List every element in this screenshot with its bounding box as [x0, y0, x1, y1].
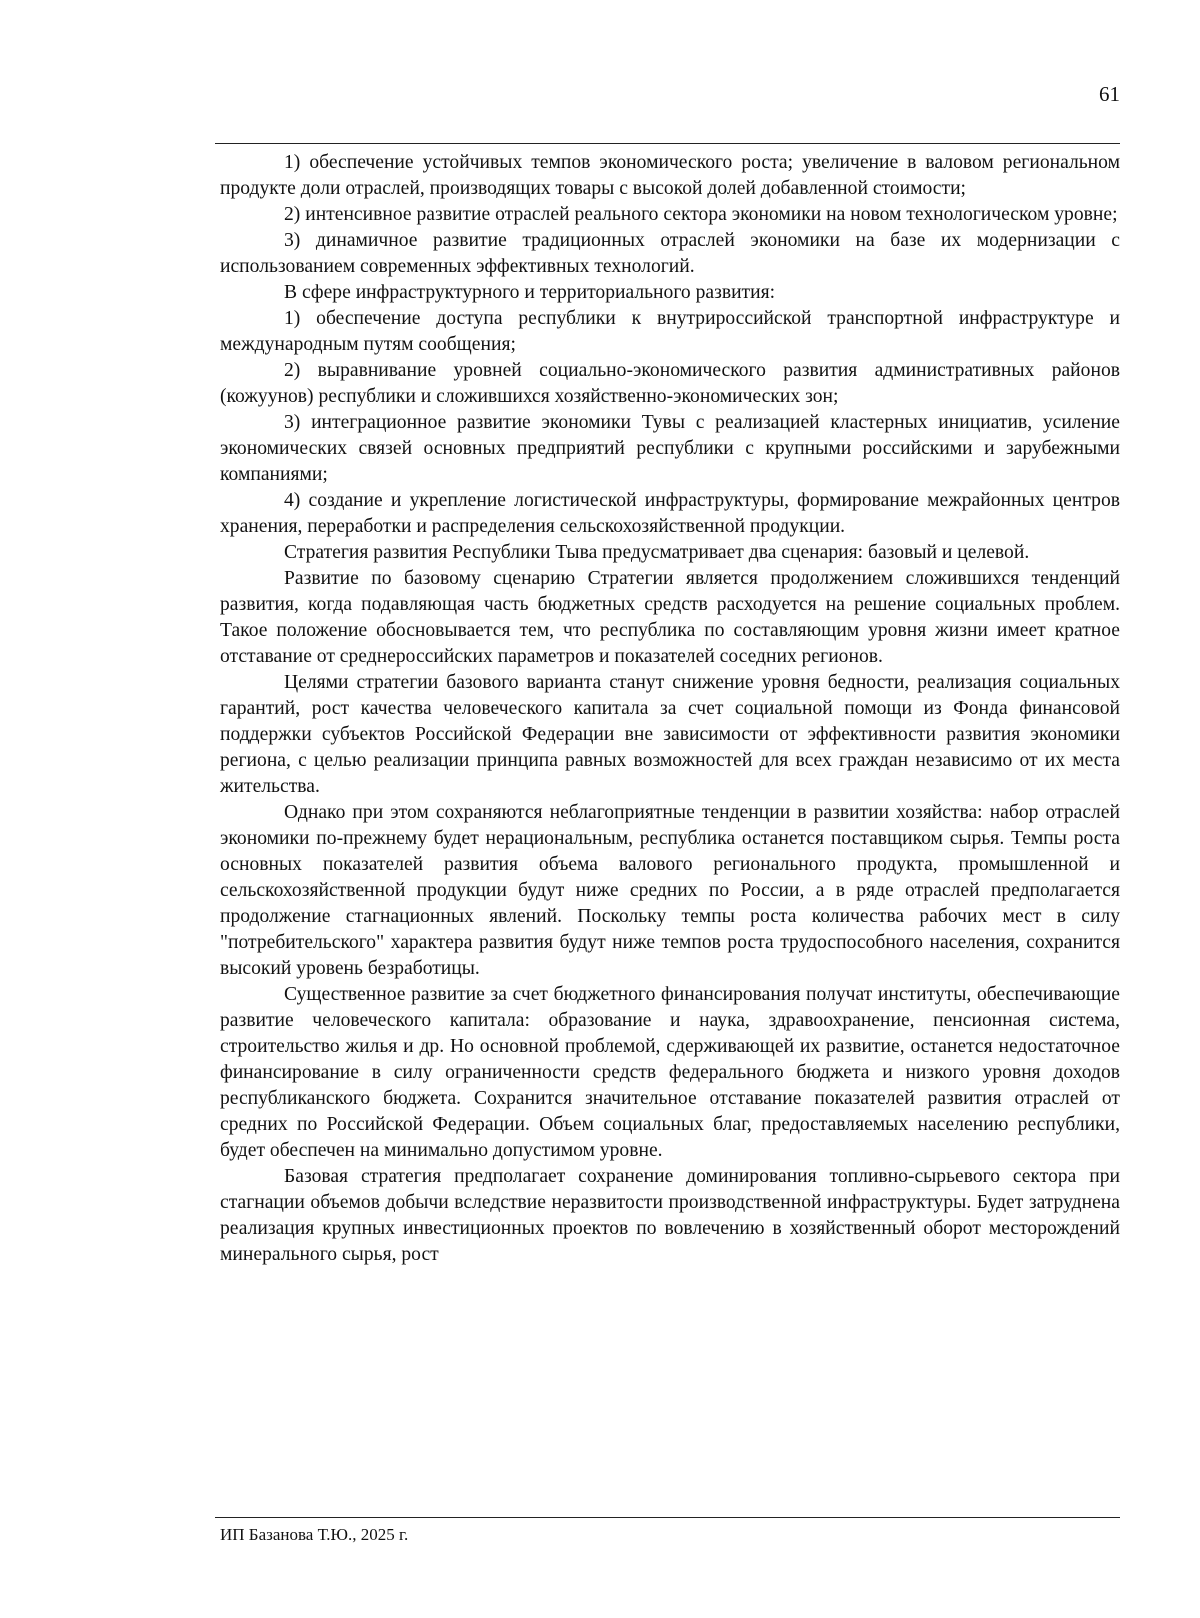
paragraph: 1) обеспечение доступа республики к внутрироссийской транспортной инфраструктуре и международным путям сообщения;	[220, 308, 1120, 355]
paragraph: 3) динамичное развитие традиционных отраслей экономики на базе их модернизации с использованием современных эффективных технологий.	[220, 230, 1120, 277]
footer-divider	[215, 1517, 1120, 1518]
page-number: 61	[1099, 82, 1120, 106]
paragraph: Однако при этом сохраняются неблагоприятные тенденции в развитии хозяйства: набор отраслей экономики по-прежнему будет нерациональным, республика останется поставщиком сырья. Темпы роста основных показателей развития объема валового регионального продукта, промышленной и сельскохозяйственной продукции будут ниже средних по России, а в ряде отраслей предполагается продолжение стагнационных явлений. Поскольку темпы роста количества рабочих мест в силу "потребительского" характера развития будут ниже темпов роста трудоспособного населения, сохранится высокий уровень безработицы.	[220, 802, 1120, 979]
paragraph: Стратегия развития Республики Тыва предусматривает два сценария: базовый и целевой.	[284, 542, 1030, 563]
paragraph: Целями стратегии базового варианта станут снижение уровня бедности, реализация социальных гарантий, рост качества человеческого капитала за счет социальной помощи из Фонда финансовой поддержки субъектов Российской Федерации вне зависимости от эффективности развития экономики региона, с целью реализации принципа равных возможностей для всех граждан независимо от их места жительства.	[220, 672, 1120, 797]
paragraph: 2) интенсивное развитие отраслей реального сектора экономики на новом технологическом уровне;	[284, 204, 1118, 225]
paragraph: 1) обеспечение устойчивых темпов экономического роста; увеличение в валовом региональном продукте доли отраслей, производящих товары с высокой долей добавленной стоимости;	[220, 152, 1120, 199]
paragraph: Существенное развитие за счет бюджетного финансирования получат институты, обеспечивающие развитие человеческого капитала: образование и наука, здравоохранение, пенсионная система, строительство жилья и др. Но основной проблемой, сдерживающей их развитие, останется недостаточное финансирование в силу ограниченности средств федерального бюджета и низкого уровня доходов республиканского бюджета. Сохранится значительное отставание показателей развития отраслей от средних по Российской Федерации. Объем социальных благ, предоставляемых населению республики, будет обеспечен на минимально допустимом уровне.	[220, 984, 1120, 1161]
paragraph: 3) интеграционное развитие экономики Тувы с реализацией кластерных инициатив, усиление экономических связей основных предприятий республики с крупными российскими и зарубежными компаниями;	[220, 412, 1120, 485]
paragraph: В сфере инфраструктурного и территориального развития:	[284, 282, 776, 303]
paragraph: 4) создание и укрепление логистической инфраструктуры, формирование межрайонных центров хранения, переработки и распределения сельскохозяйственной продукции.	[220, 490, 1120, 537]
header-divider	[215, 143, 1120, 144]
footer-text: ИП Базанова Т.Ю., 2025 г.	[220, 1525, 409, 1544]
paragraph: 2) выравнивание уровней социально-экономического развития административных районов (кожуунов) республики и сложившихся хозяйственно-экономических зон;	[220, 360, 1120, 407]
document-body	[220, 150, 1120, 1268]
paragraph: Развитие по базовому сценарию Стратегии является продолжением сложившихся тенденций развития, когда подавляющая часть бюджетных средств расходуется на решение социальных проблем. Такое положение обосновывается тем, что республика по составляющим уровня жизни имеет кратное отставание от среднероссийских параметров и показателей соседних регионов.	[220, 568, 1120, 667]
paragraph: Базовая стратегия предполагает сохранение доминирования топливно-сырьевого сектора при стагнации объемов добычи вследствие неразвитости производственной инфраструктуры. Будет затруднена реализация крупных инвестиционных проектов по вовлечению в хозяйственный оборот месторождений минерального сырья, рост	[220, 1166, 1120, 1265]
